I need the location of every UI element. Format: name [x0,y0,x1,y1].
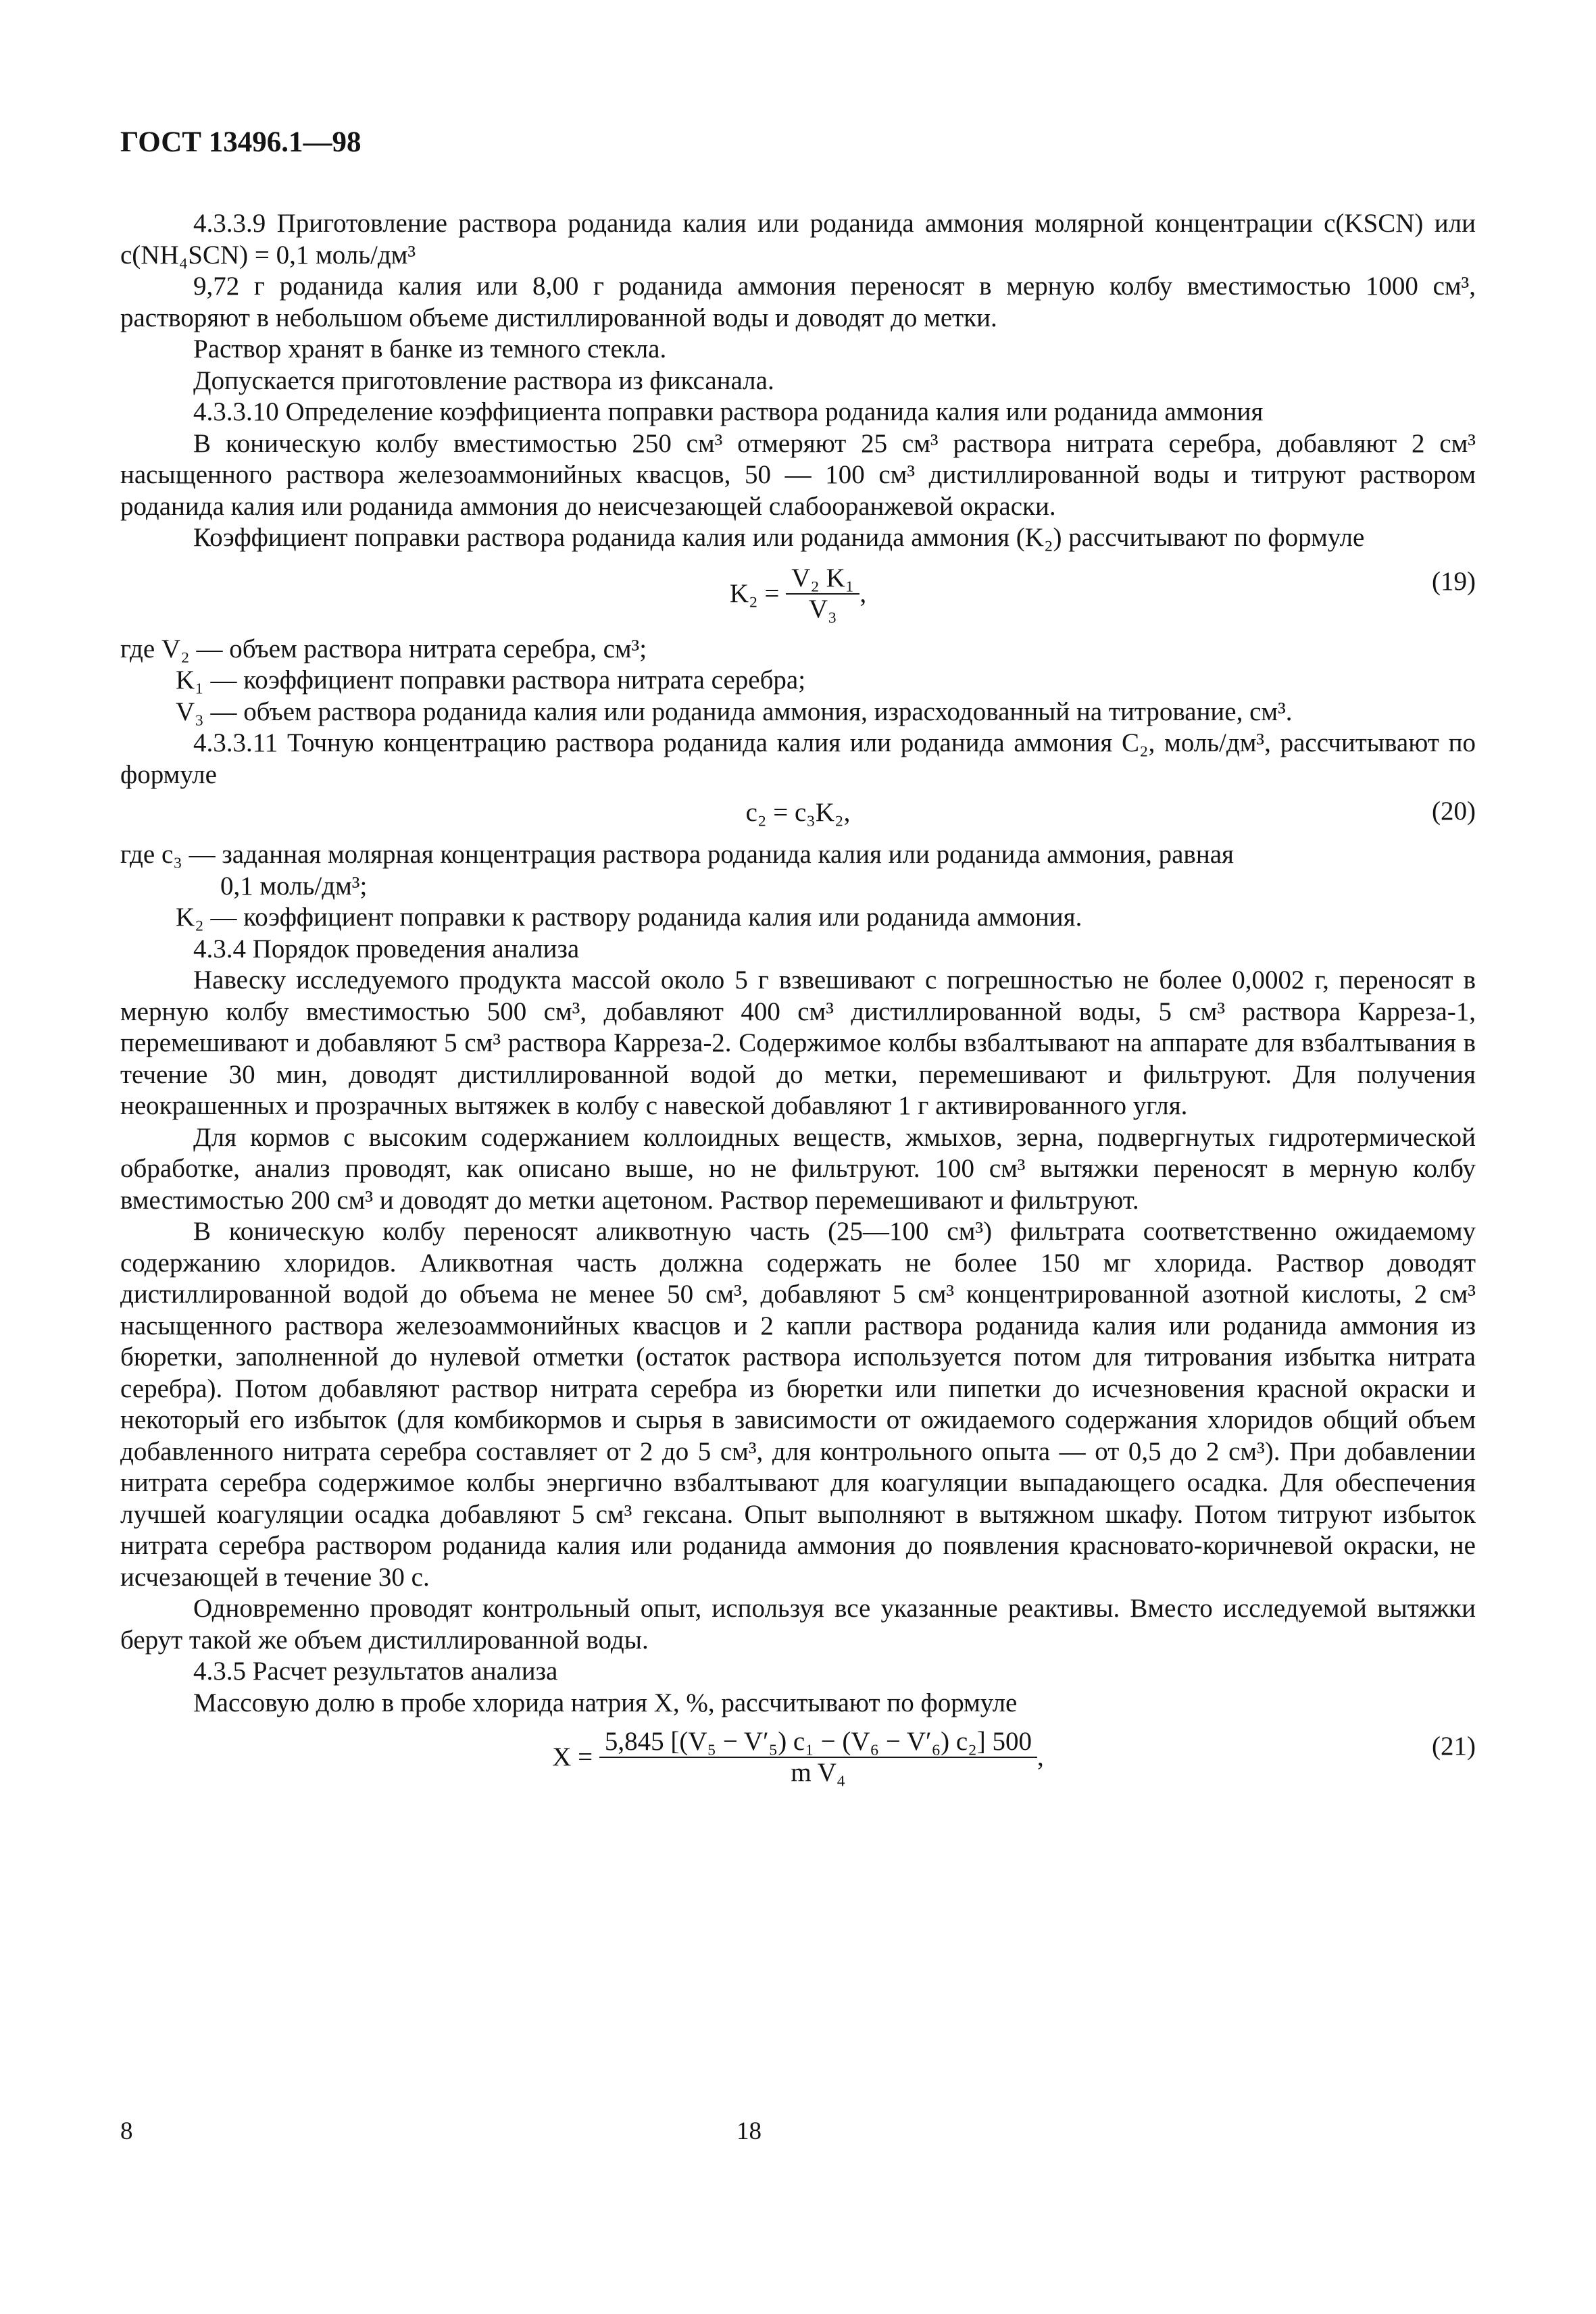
paragraph: Коэффициент поправки раствора роданида калия или роданида аммония (K₂) рассчитывают по формуле [193,523,1365,552]
formula-number: (21) [1432,1732,1476,1761]
formula-lhs: X = [552,1742,593,1771]
paragraph: Для кормов с высоким содержанием коллоидных веществ, жмыхов, зерна, подвергнутых гидротермической обработке, анализ проводят, как описано выше, но не фильтруют. 100 см³ вытяжки переносят в мерную колбу вместимостью 200 см³ и доводят до метки ацетоном. Раствор перемешивают и фильтруют. [120,1122,1476,1215]
legend-20 [120,839,1476,934]
paragraph: Навеску исследуемого продукта массой около 5 г взвешивают с погрешностью не более 0,0002 г, переносят в мерную колбу вместимостью 500 см³, добавляют 400 см³ дистиллированной воды, 5 см³ раствора Карреза-1, перемешивают и добавляют 5 см³ раствора Карреза-2. Содержимое колбы взбалтывают на аппарате для взбалтывания в течение 30 мин, доводят дистиллированной водой до метки, перемешивают и фильтруют. Для получения неокрашенных и прозрачных вытяжек в колбу с навеской добавляют 1 г активированного угля. [120,965,1476,1120]
page-number-left: 8 [120,2117,133,2145]
paragraph: 9,72 г роданида калия или 8,00 г роданида аммония переносят в мерную колбу вместимостью 1000 см³, растворяют в небольшом объеме дистиллированной воды и доводят до метки. [120,272,1476,332]
paragraph: Массовую долю в пробе хлорида натрия X, %, рассчитывают по формуле [193,1688,1018,1717]
formula-19: K₂ = $\frac{\text{V₂ K₁}}{\text{V₃}}$ , (19) [729,563,1476,624]
paragraph: Раствор хранят в банке из темного стекла. [193,334,667,363]
paragraph-4-3-4: 4.3.4 Порядок проведения анализа [193,934,580,963]
paragraph: Одновременно проводят контрольный опыт, используя все указанные реактивы. Вместо исследуемой вытяжки берут такой же объем дистиллированной воды. [120,1594,1476,1655]
paragraph-4-3-3-10: 4.3.3.10 Определение коэффициента поправки раствора роданида калия или роданида аммония [193,397,1264,426]
legend-item: где V₂ — объем раствора нитрата серебра, см³; [120,634,647,663]
paragraph-4-3-3-9: 4.3.3.9 Приготовление раствора роданида калия или роданида аммония молярной концентрации c(KSCN) или c(NH₄SCN) = 0,1 моль/дм³ [120,209,1476,270]
formula-numerator: 5,845 [(V₅ − V′₅) c₁ − (V₆ − V′₆) c₂] 500 [599,1727,1037,1758]
legend-item: K₁ — коэффициент поправки раствора нитрата серебра; [176,665,806,695]
formula-number: (19) [1432,566,1476,596]
paragraph: В коническую колбу переносят аликвотную часть (25—100 см³) фильтрата соответственно ожидаемому содержанию хлоридов. Аликвотная часть должна содержать не более 150 мг хлорида. Раствор доводят дистиллированной водой до объема не менее 50 см³, добавляют 5 см³ концентрированной азотной кислоты, 2 см³ насыщенного раствора железоаммонийных квасцов и 2 капли раствора роданида калия или роданида аммония из бюретки, заполненной до нулевой отметки (остаток раствора используется потом для титрования избытка нитрата серебра). Потом добавляют раствор нитрата серебра из бюретки или пипетки до исчезновения красной окраски и некоторый его избыток (для комбикормов и сырья в зависимости от ожидаемого содержания хлоридов общий объем добавленного нитрата серебра составляет от 2 до 5 см³, для контрольного опыта — от 0,5 до 2 см³). При добавлении нитрата серебра содержимое колбы энергично взбалтывают для коагуляции выпадающего осадка. Для обеспечения лучшей коагуляции осадка добавляют 5 см³ гексана. Опыт выполняют в вытяжном шкафу. Потом титруют избыток нитрата серебра раствором роданида калия или роданида аммония до появления красновато-коричневой окраски, не исчезающей в течение 30 с. [120,1217,1476,1592]
document-body [120,208,1476,1799]
legend-item: K₂ — коэффициент поправки к раствору роданида калия или роданида аммония. [176,903,1082,932]
page-number-center: 18 [737,2117,762,2145]
formula-numerator: V₂ K₁ [786,563,859,595]
formula-denominator: m V₄ [791,1758,846,1787]
formula-20 [120,790,1476,839]
paragraph: Допускается приготовление раствора из фиксанала. [193,366,774,395]
paragraph: В коническую колбу вместимостью 250 см³ отмеряют 25 см³ раствора нитрата серебра, добавляют 2 см³ насыщенного раствора железоаммонийных квасцов, 50 — 100 см³ дистиллированной воды и титруют раствором роданида калия или роданида аммония до неисчезающей слабооранжевой окраски. [120,428,1476,521]
legend-item: V₃ — объем раствора роданида калия или роданида аммония, израсходованный на титрование, см³. [176,697,1293,726]
formula-denominator: V₃ [808,594,837,624]
formula-fraction [599,1727,1037,1788]
legend-19 [120,634,1476,728]
paragraph-4-3-3-11: 4.3.3.11 Точную концентрацию раствора роданида калия или роданида аммония C₂, моль/дм³, рассчитывают по формуле [120,728,1476,789]
paragraph-4-3-5: 4.3.5 Расчет результатов анализа [193,1657,558,1686]
legend-item: где c₃ — заданная молярная концентрация раствора роданида калия или роданида аммония, равная [120,840,1234,869]
formula-expression: c₂ = c₃K₂, [745,798,851,827]
formula-21: X = $\frac{\text{5,845 [(V₅ − V′₅) c₁ − (V₆ − V′₆) c₂] 500}}{\text{m V₄}}$ , (21) [552,1727,1476,1787]
formula-fraction [786,563,859,624]
legend-item-continuation: 0,1 моль/дм³; [220,871,368,901]
formula-number: (20) [1432,797,1476,826]
formula-lhs: K₂ = [729,578,780,608]
document-header: ГОСТ 13496.1—98 [120,126,361,158]
